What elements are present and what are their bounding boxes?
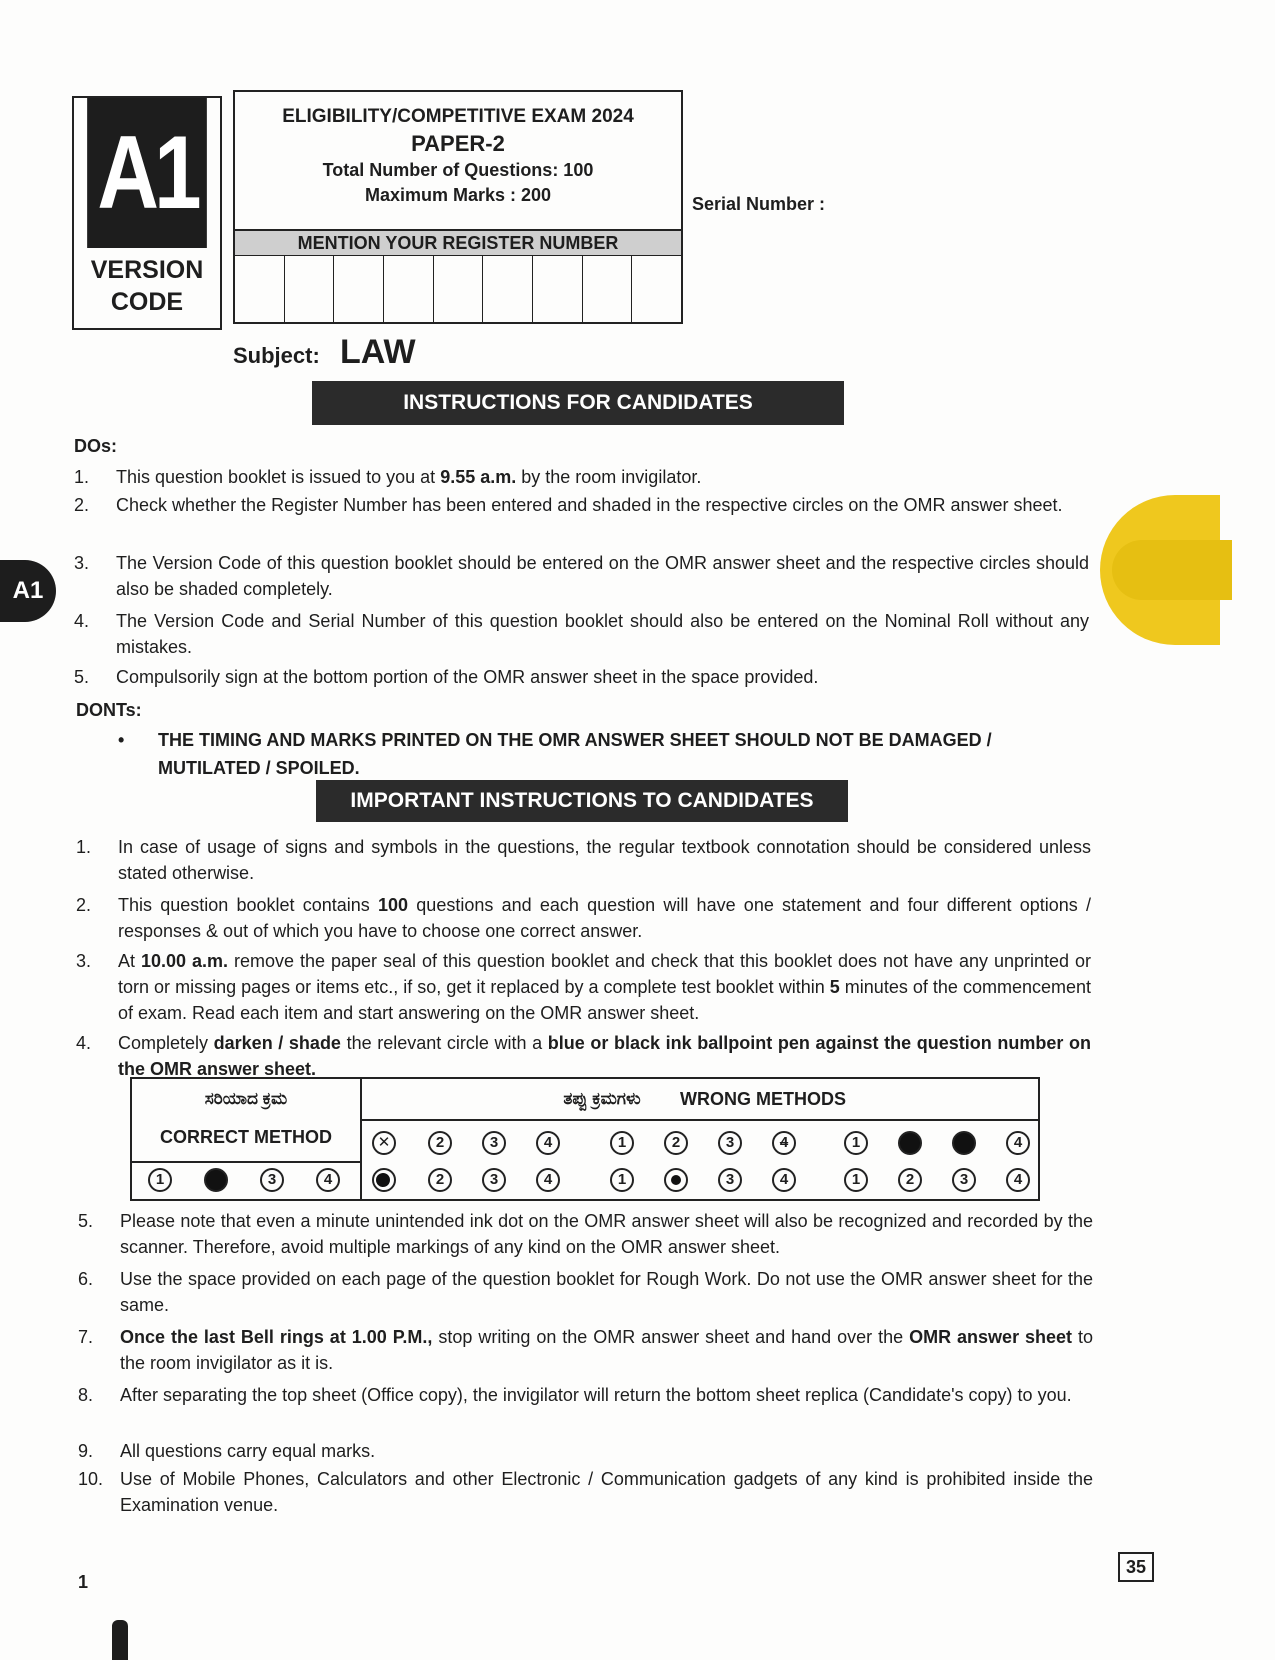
- option-bubble-struck: 4: [772, 1131, 796, 1155]
- version-code-label-line1: VERSION: [90, 256, 204, 284]
- table-divider: [360, 1079, 362, 1199]
- option-bubble: 4: [1006, 1131, 1030, 1155]
- option-bubble: 1: [610, 1131, 634, 1155]
- table-divider: [132, 1161, 360, 1163]
- wrong-methods-kannada: ತಪ್ಪು ಕ್ರಮಗಳು: [563, 1089, 641, 1108]
- register-cell[interactable]: [384, 255, 434, 322]
- option-bubble: 3: [718, 1131, 742, 1155]
- subject-value: LAW: [340, 333, 416, 371]
- register-cell[interactable]: [533, 255, 583, 322]
- list-item: 2. This question booklet contains 100 questions and each question will have one statement and four different options / responses & out of which you have to choose one correct answer.: [76, 895, 1092, 941]
- list-item: 7. Once the last Bell rings at 1.00 P.M., stop writing on the OMR answer sheet and hand over the OMR answer sheet to the room invigilator as it is.: [78, 1327, 1094, 1373]
- version-code-label-line2: CODE: [110, 288, 184, 316]
- maximum-marks: Maximum Marks : 200: [364, 185, 552, 205]
- option-bubble: 3: [260, 1168, 284, 1192]
- option-bubble: 2: [898, 1168, 922, 1192]
- donts-item: THE TIMING AND MARKS PRINTED ON THE OMR ANSWER SHEET SHOULD NOT BE DAMAGED / MUTILATED / SPOILED.: [158, 730, 992, 778]
- option-bubble: 2: [428, 1131, 452, 1155]
- option-bubble-filled: [898, 1131, 922, 1155]
- list-item: 3. The Version Code of this question booklet should be entered on the OMR answer sheet and the respective circles should also be shaded completely.: [74, 553, 1089, 599]
- list-item: 4. Completely darken / shade the relevant circle with a blue or black ink ballpoint pen against the question number on the OMR answer sheet.: [76, 1033, 1091, 1079]
- option-bubble: 4: [536, 1168, 560, 1192]
- option-bubble-crossed: ✕: [372, 1131, 396, 1155]
- dos-heading: DOs:: [74, 436, 118, 456]
- list-item: 1. In case of usage of signs and symbols in the questions, the regular textbook connotation should be considered unless stated otherwise.: [76, 837, 1091, 883]
- register-cell[interactable]: [434, 255, 484, 322]
- register-cell[interactable]: [235, 255, 285, 322]
- register-cell[interactable]: [334, 255, 384, 322]
- version-code: A1: [87, 98, 207, 248]
- list-item: 5. Compulsorily sign at the bottom portion of the OMR answer sheet in the space provided.: [74, 667, 819, 687]
- exam-header-text: [235, 104, 681, 208]
- serial-number-label: Serial Number :: [692, 194, 826, 214]
- register-cell[interactable]: [483, 255, 533, 322]
- option-bubble-partial: [372, 1168, 396, 1192]
- yellow-page-tab-inner: [1112, 540, 1232, 600]
- option-bubble-dotted: [664, 1168, 688, 1192]
- page-number: 1: [78, 1572, 89, 1592]
- option-bubble: 3: [952, 1168, 976, 1192]
- option-bubble: 4: [1006, 1168, 1030, 1192]
- option-bubble: 1: [148, 1168, 172, 1192]
- bullet-icon: •: [118, 730, 125, 750]
- option-bubble-filled: [952, 1131, 976, 1155]
- option-bubble: 4: [316, 1168, 340, 1192]
- list-item: 4. The Version Code and Serial Number of this question booklet should also be entered on the Nominal Roll without any mistakes.: [74, 611, 1089, 657]
- option-bubble: 3: [482, 1131, 506, 1155]
- table-divider: [362, 1119, 1038, 1121]
- version-code-box: [72, 96, 222, 330]
- version-side-tab: A1: [0, 560, 56, 622]
- register-cell[interactable]: [583, 255, 633, 322]
- correct-method-label: CORRECT METHOD: [160, 1127, 332, 1147]
- timing-mark: [112, 1620, 128, 1660]
- page-number-box: 35: [1118, 1552, 1154, 1582]
- list-item: 1. This question booklet is issued to you at 9.55 a.m. by the room invigilator.: [74, 467, 702, 487]
- list-item: 2. Check whether the Register Number has been entered and shaded in the respective circles on the OMR answer sheet.: [74, 495, 1063, 515]
- version-code-label: [74, 254, 220, 318]
- list-item: 6. Use the space provided on each page of the question booklet for Rough Work. Do not use the OMR answer sheet for the same.: [78, 1269, 1093, 1315]
- option-bubble: 1: [844, 1168, 868, 1192]
- correct-method-kannada: ಸರಿಯಾದ ಕ್ರಮ: [204, 1089, 288, 1108]
- option-bubble: 2: [428, 1168, 452, 1192]
- exam-title: ELIGIBILITY/COMPETITIVE EXAM 2024: [282, 106, 634, 127]
- list-item: 8. After separating the top sheet (Office copy), the invigilator will return the bottom sheet replica (Candidate's copy) to you.: [78, 1385, 1072, 1405]
- important-instructions-banner: IMPORTANT INSTRUCTIONS TO CANDIDATES: [316, 780, 848, 822]
- option-bubble-filled: [204, 1168, 228, 1192]
- omr-method-table: [130, 1077, 1040, 1201]
- option-bubble: 1: [844, 1131, 868, 1155]
- subject-label: Subject:: [233, 343, 320, 368]
- instructions-banner: INSTRUCTIONS FOR CANDIDATES: [312, 381, 844, 425]
- donts-heading: DONTs:: [76, 700, 142, 720]
- list-item: 3. At 10.00 a.m. remove the paper seal of this question booklet and check that this booklet does not have any unprinted or torn or missing pages or items etc., if so, get it replaced by a complete test booklet within 5 minutes of the commencement of exam. Read each item and start answering on the OMR answer sheet.: [76, 951, 1092, 1023]
- option-bubble: 4: [536, 1131, 560, 1155]
- total-questions: Total Number of Questions: 100: [322, 160, 594, 180]
- option-bubble: 4: [772, 1168, 796, 1192]
- register-number-grid[interactable]: [235, 255, 681, 322]
- option-bubble: 3: [718, 1168, 742, 1192]
- register-cell[interactable]: [285, 255, 335, 322]
- register-number-label: MENTION YOUR REGISTER NUMBER: [235, 229, 681, 256]
- list-item: 10. Use of Mobile Phones, Calculators and other Electronic / Communication gadgets of any kind is prohibited inside the Examination venue.: [78, 1469, 1093, 1515]
- option-bubble: 3: [482, 1168, 506, 1192]
- wrong-methods-label: WRONG METHODS: [680, 1089, 846, 1109]
- register-cell[interactable]: [632, 255, 681, 322]
- paper-title: PAPER-2: [411, 131, 505, 156]
- option-bubble: 1: [610, 1168, 634, 1192]
- list-item: 5. Please note that even a minute unintended ink dot on the OMR answer sheet will also be recognized and recorded by the scanner. Therefore, avoid multiple markings of any kind on the OMR answer sheet.: [78, 1211, 1093, 1257]
- option-bubble: 2: [664, 1131, 688, 1155]
- list-item: 9. All questions carry equal marks.: [78, 1441, 376, 1461]
- exam-header-box: [233, 90, 683, 324]
